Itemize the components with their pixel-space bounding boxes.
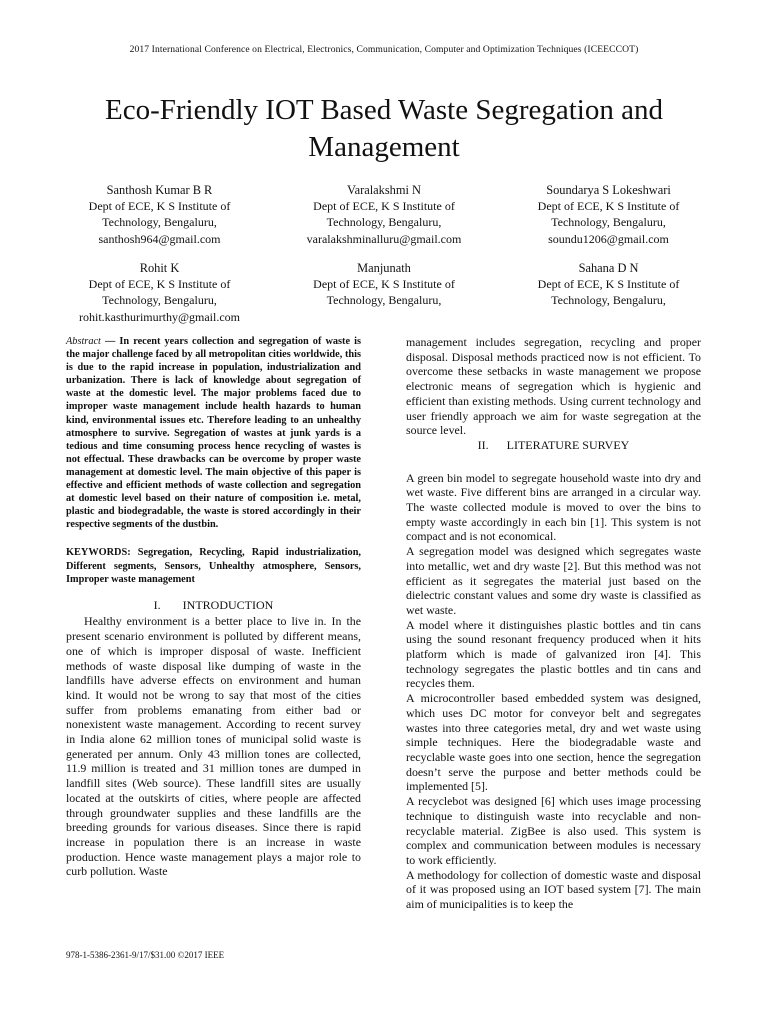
author-dept: Dept of ECE, K S Institute of [88,199,231,214]
section-heading-literature-survey [406,438,701,453]
section-number: I. [153,597,161,612]
author-block [52,182,267,247]
author-name: Sahana D N [578,261,639,275]
literature-paragraph: A segregation model was designed which segregates waste into metallic, wet and dry waste [2]. But this method was not efficient as it segregates the material just based on the dielectric constant values and some dry waste is classified as wet waste. [406,544,701,617]
author-block [52,260,267,325]
author-block [277,260,492,325]
introduction-continuation: management includes segregation, recycling and proper disposal. Disposal methods practiced now is not efficient. To overcome these setbacks in waste management we propose electronic means of segregation which is hygienic and efficient than existing methods. Using current technology and user friendly approach we aim for waste segregation at the source level. [406,335,701,438]
author-dept: Dept of ECE, K S Institute of [313,199,455,214]
author-dept: Dept of ECE, K S Institute of [537,277,680,292]
author-email: varalakshminalluru@gmail.com [306,231,462,246]
author-institute: Technology, Bengaluru, [326,293,442,308]
author-dept: Dept of ECE, K S Institute of [537,199,680,214]
introduction-paragraph: Healthy environment is a better place to live in. In the present scenario environment is polluted by different means, one of which is improper disposal of waste. Inefficient methods of waste disposal like dumping of waste in the landfills have adverse effects on environment and human kind. It would not be wrong to say that most of the cities suffer from problems emanating from either bad or nonexistent waste management. According to recent survey in India alone 62 million tones of municipal solid waste is generated per annum. Only 43 million tones are collected, 11.9 million is treated and 31 million tones are dumped in landfill sites (Web source). These landfill sites are usually located at the outskirts of cities, where people are affected through groundwater supplies and these landfills are the breeding grounds for various diseases. Since there is rapid increase in population there is an increase in waste production. Hence waste management plays a major role to curb pollution. Waste [66,614,361,879]
copyright-footer: 978-1-5386-2361-9/17/$31.00 ©2017 IEEE [66,950,225,960]
section-heading-introduction [66,598,361,613]
author-name: Santhosh Kumar B R [106,183,213,197]
section-title: INTRODUCTION [182,597,274,612]
abstract-text: — In recent years collection and segregation of waste is the major challenge faced by all metropolitan cities worldwide, this is due to the rapid increase in population, industrialization and urbanization. There is lack of knowledge about segregation of waste at the domestic level. The major problems faced due to improper waste management include health hazards to human kind, environmental issues etc. Therefore leading to an unhealthy atmosphere to survive. Segregation of wastes at junk yards is a tedious and time consuming process hence recycling of wastes is not effectual. These drawbacks can be overcome by proper waste management at domestic level. The main objective of this paper is effective and efficient methods of waste collection and segregation at domestic level based on their nature of composition i.e. metal, plastic and biodegradable, the waste is stored accordingly in their respective segments of the dustbin. [66,336,361,531]
literature-paragraph: A recyclebot was designed [6] which uses image processing technique to distinguish waste into recyclable and non-recyclable material. ZigBee is also used. This system is complex and communication between modules is necessary to work efficiently. [406,794,701,867]
keywords: KEYWORDS: Segregation, Recycling, Rapid industrialization, Different segments, Sensors, Unhealthy atmosphere, Sensors, Improper waste management [66,547,361,585]
author-institute: Technology, Bengaluru, [551,293,666,308]
author-institute: Technology, Bengaluru, [102,215,217,230]
section-title: LITERATURE SURVEY [506,437,630,452]
author-dept: Dept of ECE, K S Institute of [88,277,231,292]
literature-paragraph: A microcontroller based embedded system was designed, which uses DC motor for conveyor belt and segregates wastes into three categories metal, dry and wet waste using simple techniques. Here the biodegradable waste and recyclable waste goes into one section, hence the segregation doesn’t serve the purpose and better methods could be implemented [5]. [406,691,701,794]
author-block [277,182,492,247]
conference-header: 2017 International Conference on Electrical, Electronics, Communication, Computer and Optimization Techniques (ICEECCOT) [129,44,639,55]
author-block [501,182,716,247]
author-email: rohit.kasthurimurthy@gmail.com [78,309,241,324]
abstract [66,335,361,531]
literature-paragraph: A green bin model to segregate household waste into dry and wet waste. Five different bins are arranged in a circular way. The waste collected module is moved to over the bins to empty waste accordingly in each bin [1]. This system is not compact and is not economical. [406,470,701,544]
abstract-label: Abstract [66,336,101,347]
author-name: Manjunath [357,261,411,275]
author-dept: Dept of ECE, K S Institute of [313,277,455,292]
author-institute: Technology, Bengaluru, [102,293,217,308]
author-name: Rohit K [139,261,180,275]
author-row-1 [52,182,716,247]
author-block [501,260,716,325]
right-column [406,335,701,912]
author-name: Varalakshmi N [347,183,421,197]
left-column [66,335,361,879]
author-email: soundu1206@gmail.com [548,231,669,246]
author-name: Soundarya S Lokeshwari [546,183,671,197]
author-row-2 [52,260,716,325]
author-institute: Technology, Bengaluru, [551,215,666,230]
author-institute: Technology, Bengaluru, [326,215,442,230]
literature-paragraph: A methodology for collection of domestic waste and disposal of it was proposed using an IOT based system [7]. The main aim of municipalities is to keep the [406,867,701,912]
literature-paragraph: A model where it distinguishes plastic bottles and tin cans using the sound resonant frequency produced when it hits platform which is made of galvanized iron [4]. This technology segregates the plastic bottles and tin cans and recycles them. [406,617,701,691]
section-number: II. [477,437,489,452]
author-email: santhosh964@gmail.com [98,231,221,246]
paper-title: Eco-Friendly IOT Based Waste Segregation and Management [105,94,663,163]
